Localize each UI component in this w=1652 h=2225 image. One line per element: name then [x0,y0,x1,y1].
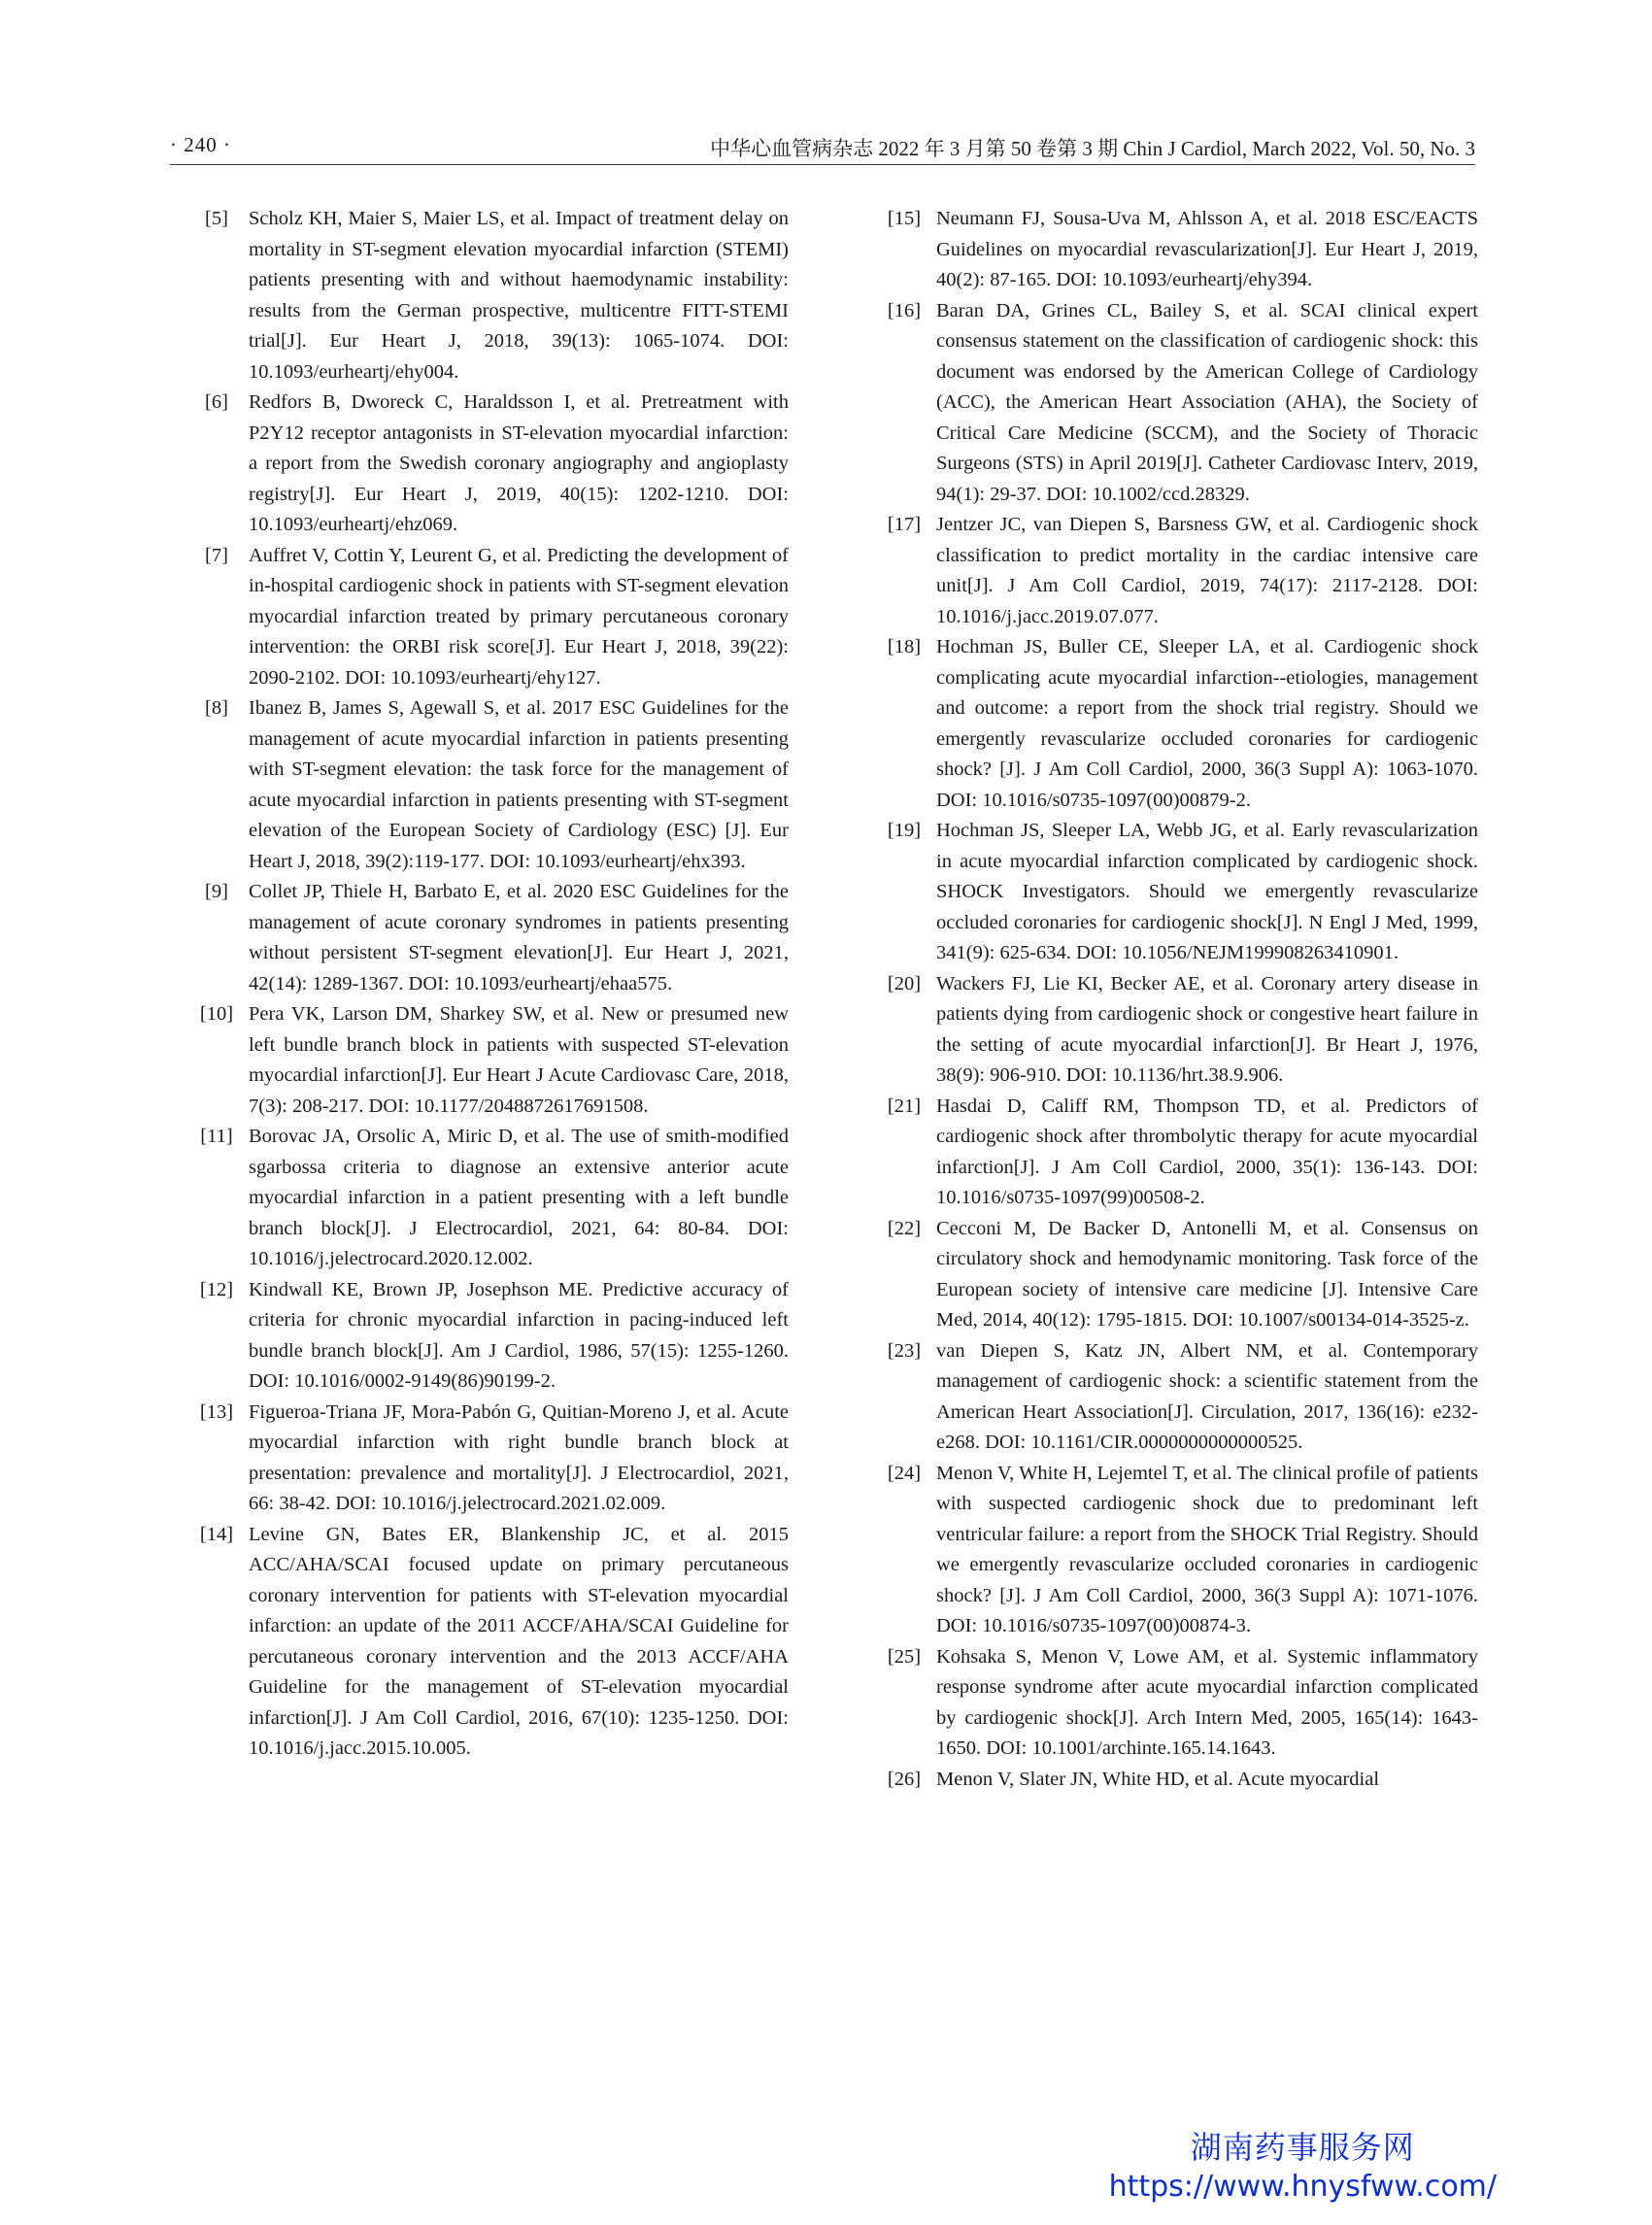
reference-text: Levine GN, Bates ER, Blankenship JC, et al. 2015 ACC/AHA/SCAI focused update on primary percutaneous coronary intervention for patients with ST-elevation myocardial infarction: an update of the 2011 ACCF/AHA/SCAI Guideline for percutaneous coronary intervention and the 2013 ACCF/AHA Guideline for the management of ST-elevation myocardial infarction[J]. J Am Coll Cardiol, 2016, 67(10): 1235-1250. DOI: 10.1016/j.jacc.2015.10.005. [249,1523,789,1759]
reference-column-right [872,204,1478,1795]
watermark-site-name: 湖南药事服务网 [1190,2129,1415,2166]
reference-item [185,1520,789,1765]
reference-text: Kohsaka S, Menon V, Lowe AM, et al. Systemic inflammatory response syndrome after acute myocardial infarction complicated by cardiogenic shock[J]. Arch Intern Med, 2005, 165(14): 1643-1650. DOI: 10.1001/archinte.165.14.1643. [936,1645,1478,1759]
reference-number: [20] [887,972,922,995]
reference-number: [5] [205,208,228,229]
reference-item [185,693,789,877]
reference-text: Hochman JS, Buller CE, Sleeper LA, et al. Cardiogenic shock complicating acute myocardial infarction--etiologies, management and outcome: a report from the shock trial registry. Should we emergently revascularize occluded coronaries for cardiogenic shock? [J]. J Am Coll Cardiol, 2000, 36(3 Suppl A): 1063-1070. DOI: 10.1016/s0735-1097(00)00879-2. [936,636,1478,811]
reference-text: Figueroa-Triana JF, Mora-Pabón G, Quitian-Moreno J, et al. Acute myocardial infarction with right bundle branch block at presentation: prevalence and mortality[J]. J Electrocardiol, 2021, 66: 38-42. DOI: 10.1016/j.jelectrocard.2021.02.009. [249,1400,789,1514]
reference-text: Pera VK, Larson DM, Sharkey SW, et al. New or presumed new left bundle branch block in patients with suspected ST-elevation myocardial infarction[J]. Eur Heart J Acute Cardiovasc Care, 2018, 7(3): 208-217. DOI: 10.1177/2048872617691508. [249,1003,789,1117]
reference-number: [13] [199,1400,234,1423]
reference-text: Menon V, White H, Lejemtel T, et al. The clinical profile of patients with suspected cardiogenic shock due to predominant left ventricular failure: a report from the SHOCK Trial Registry. Should we emergently revascularize occluded coronaries in cardiogenic shock? [J]. J Am Coll Cardiol, 2000, 36(3 Suppl A): 1071-1076. DOI: 10.1016/s0735-1097(00)00874-3. [936,1462,1478,1636]
reference-number: [15] [887,208,922,229]
reference-number: [18] [887,636,922,657]
reference-item [185,1122,789,1275]
reference-text: Baran DA, Grines CL, Bailey S, et al. SCAI clinical expert consensus statement on the classification of cardiogenic shock: this document was endorsed by the American College of Cardiology (ACC), the American Heart Association (AHA), the Society of Critical Care Medicine (SCCM), and the Society of Thoracic Surgeons (STS) in April 2019[J]. Catheter Cardiovasc Interv, 2019, 94(1): 29-37. DOI: 10.1002/ccd.28329. [936,299,1478,505]
reference-number: [24] [887,1462,922,1484]
reference-text: Redfors B, Dworeck C, Haraldsson I, et al. Pretreatment with P2Y12 receptor antagonists in ST-elevation myocardial infarction: a report from the Swedish coronary angiography and angioplasty registry[J]. Eur Heart J, 2019, 40(15): 1202-1210. DOI: 10.1093/eurheartj/ehz069. [249,391,789,535]
reference-text: Collet JP, Thiele H, Barbato E, et al. 2020 ESC Guidelines for the management of acute coronary syndromes in patients presenting without persistent ST-segment elevation[J]. Eur Heart J, 2021, 42(14): 1289-1367. DOI: 10.1093/eurheartj/ehaa575. [249,881,789,995]
reference-item [872,1214,1478,1336]
reference-text: Scholz KH, Maier S, Maier LS, et al. Impact of treatment delay on mortality in ST-segment elevation myocardial infarction (STEMI) patients presenting with and without haemodynamic instability: results from the German prospective, multicentre FITT-STEMI trial[J]. Eur Heart J, 2018, 39(13): 1065-1074. DOI: 10.1093/eurheartj/ehy004. [249,208,789,383]
reference-number: [25] [887,1645,922,1668]
watermark [1109,2123,1497,2204]
reference-item [185,877,789,999]
reference-item [872,969,1478,1092]
reference-item [872,510,1478,632]
reference-text: Borovac JA, Orsolic A, Miric D, et al. The use of smith-modified sgarbossa criteria to diagnose an extensive anterior acute myocardial infarction in a patient presenting with a left bundle branch block[J]. J Electrocardiol, 2021, 64: 80-84. DOI: 10.1016/j.jelectrocard.2020.12.002. [249,1126,789,1269]
reference-item [185,388,789,541]
watermark-url-link[interactable]: https://www.hnysfww.com/ [1108,2170,1497,2204]
reference-item [872,1765,1478,1796]
reference-number: [23] [887,1339,922,1362]
reference-number: [11] [200,1126,233,1147]
reference-number: [9] [205,881,228,902]
reference-item [872,1336,1478,1459]
reference-number: [16] [887,299,922,321]
reference-text: Cecconi M, De Backer D, Antonelli M, et al. Consensus on circulatory shock and hemodynamic monitoring. Task force of the European society of intensive care medicine [J]. Intensive Care Med, 2014, 40(12): 1795-1815. DOI: 10.1007/s00134-014-3525-z. [936,1217,1478,1331]
reference-item [185,1275,789,1398]
reference-column-left [185,204,789,1765]
reference-item [872,632,1478,816]
reference-text: van Diepen S, Katz JN, Albert NM, et al. Contemporary management of cardiogenic shock: a scientific statement from the American Heart Association[J]. Circulation, 2017, 136(16): e232-e268. DOI: 10.1161/CIR.0000000000000525. [936,1339,1478,1453]
reference-item [185,1398,789,1520]
reference-number: [26] [887,1768,922,1790]
reference-text: Neumann FJ, Sousa-Uva M, Ahlsson A, et al. 2018 ESC/EACTS Guidelines on myocardial revascularization[J]. Eur Heart J, 2019, 40(2): 87-165. DOI: 10.1093/eurheartj/ehy394. [936,208,1478,290]
reference-item [872,1092,1478,1214]
reference-number: [8] [205,697,228,719]
reference-number: [22] [887,1217,922,1239]
reference-item [185,999,789,1122]
running-header [170,129,1475,165]
reference-number: [6] [205,391,228,413]
reference-text: Auffret V, Cottin Y, Leurent G, et al. Predicting the development of in-hospital cardiogenic shock in patients with ST-segment elevation myocardial infarction treated by primary percutaneous coronary intervention: the ORBI risk score[J]. Eur Heart J, 2018, 39(22): 2090-2102. DOI: 10.1093/eurheartj/ehy127. [249,544,789,689]
reference-item [872,1459,1478,1642]
reference-number: [7] [205,544,228,566]
reference-number: [14] [199,1523,234,1545]
reference-number: [21] [887,1095,922,1117]
journal-citation: 中华心血管病杂志 2022 年 3 月第 50 卷第 3 期 Chin J Cardiol, March 2022, Vol. 50, No. 3 [710,137,1475,160]
reference-text: Hochman JS, Sleeper LA, Webb JG, et al. Early revascularization in acute myocardial infarction complicated by cardiogenic shock. SHOCK Investigators. Should we emergently revascularize occluded coronaries for cardiogenic shock[J]. N Engl J Med, 1999, 341(9): 625-634. DOI: 10.1056/NEJM199908263410901. [936,820,1478,963]
reference-number: [10] [199,1003,234,1025]
reference-text: Kindwall KE, Brown JP, Josephson ME. Predictive accuracy of criteria for chronic myocardial infarction in pacing-induced left bundle branch block[J]. Am J Cardiol, 1986, 57(15): 1255-1260. DOI: 10.1016/0002-9149(86)90199-2. [249,1278,789,1392]
reference-item [185,541,789,694]
reference-text: Jentzer JC, van Diepen S, Barsness GW, et al. Cardiogenic shock classification to predict mortality in the cardiac intensive care unit[J]. J Am Coll Cardiol, 2019, 74(17): 2117-2128. DOI: 10.1016/j.jacc.2019.07.077. [936,514,1478,627]
reference-text: Ibanez B, James S, Agewall S, et al. 2017 ESC Guidelines for the management of acute myocardial infarction in patients presenting with ST-segment elevation: the task force for the management of acute myocardial infarction in patients presenting with ST-segment elevation of the European Society of Cardiology (ESC) [J]. Eur Heart J, 2018, 39(2):119-177. DOI: 10.1093/eurheartj/ehx393. [249,697,789,872]
reference-text: Menon V, Slater JN, White HD, et al. Acute myocardial [936,1768,1380,1790]
page-number: · 240 · [170,133,231,156]
reference-item [185,204,789,388]
reference-number: [12] [199,1278,234,1300]
reference-text: Wackers FJ, Lie KI, Becker AE, et al. Coronary artery disease in patients dying from cardiogenic shock or congestive heart failure in the setting of acute myocardial infarction[J]. Br Heart J, 1976, 38(9): 906-910. DOI: 10.1136/hrt.38.9.906. [936,972,1478,1086]
reference-text: Hasdai D, Califf RM, Thompson TD, et al. Predictors of cardiogenic shock after thrombolytic therapy for acute myocardial infarction[J]. J Am Coll Cardiol, 2000, 35(1): 136-143. DOI: 10.1016/s0735-1097(99)00508-2. [936,1095,1478,1208]
reference-item [872,296,1478,511]
reference-number: [17] [887,514,922,535]
reference-item [872,1642,1478,1765]
reference-item [872,204,1478,296]
reference-number: [19] [887,820,922,841]
reference-item [872,816,1478,969]
